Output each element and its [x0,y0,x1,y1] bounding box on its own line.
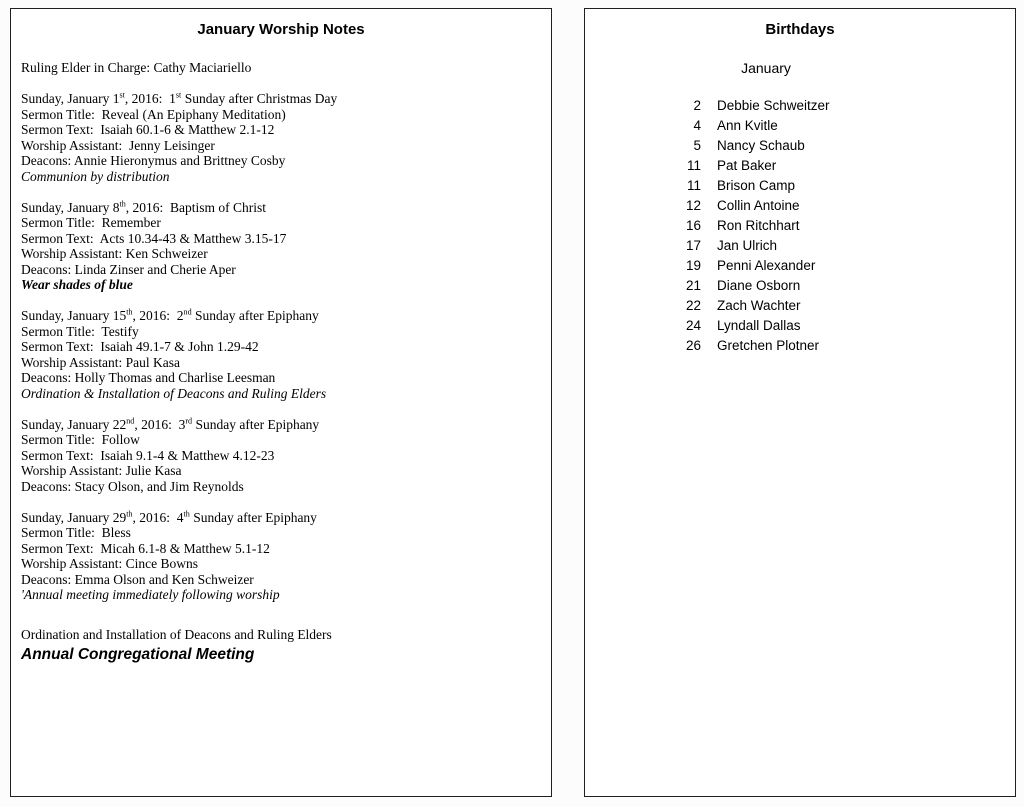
birthday-day: 4 [693,118,701,133]
birthdays-page [584,8,1016,797]
ordinal-suffix: rd [185,416,193,425]
service-detail-line: Sermon Text: Acts 10.34-43 & Matthew 3.15-17 [21,230,287,246]
service-detail-line: Sermon Text: Isaiah 49.1-7 & John 1.29-42 [21,339,259,354]
service-date-line [21,91,541,107]
service-section [21,91,541,184]
date-text: , 2016: 2 [132,308,184,323]
date-text: , 2016: 4 [132,509,184,525]
birthday-name: Penni Alexander [717,258,816,273]
service-date-line [21,510,541,526]
birthday-day: 12 [685,198,701,213]
service-detail-line: Sermon Title: Testify [21,323,139,339]
birthday-row [675,216,1005,236]
birthdays-title: Birthdays [765,21,835,38]
date-text: Sunday after Epiphany [192,416,320,432]
date-text: Sunday after Christmas Day [181,91,338,106]
service-section [21,417,541,495]
service-date-line [21,200,541,216]
birthday-row [675,156,1005,176]
birthday-day: 19 [685,258,701,273]
service-detail-line: Sermon Title: Remember [21,215,161,230]
birthday-name: Ann Kvitle [717,118,778,133]
birthday-name: Debbie Schweitzer [717,98,830,113]
birthday-row [675,116,1005,136]
date-text: , 2016: 1 [124,91,176,106]
birthday-day: 2 [693,98,701,113]
birthday-name: Nancy Schaub [717,138,805,153]
birthday-row [675,256,1005,276]
date-text: Sunday after Epiphany [191,308,319,323]
date-text: Sunday after Epiphany [189,509,317,525]
birthday-day: 21 [685,278,701,293]
service-note-line: Ordination & Installation of Deacons and Ruling Elders [21,385,327,401]
ordinal-suffix: nd [183,307,192,317]
service-detail-line: Deacons: Stacy Olson, and Jim Reynolds [21,478,244,494]
service-detail-line: Sermon Title: Bless [21,525,131,540]
birthday-day: 5 [693,138,701,153]
ordination-footer-line: Ordination and Installation of Deacons and Ruling Elders [21,626,332,642]
service-detail-line: Deacons: Emma Olson and Ken Schweizer [21,571,254,587]
service-detail-line: Deacons: Linda Zinser and Cherie Aper [21,261,236,277]
birthday-row [675,336,1005,356]
service-detail-line: Worship Assistant: Cince Bowns [21,556,199,571]
service-detail-line: Worship Assistant: Paul Kasa [21,354,181,370]
ruling-elder-line: Ruling Elder in Charge: Cathy Maciariello [21,60,252,75]
service-detail-line: Worship Assistant: Ken Schweizer [21,246,208,261]
birthday-row [675,96,1005,116]
worship-notes-title: January Worship Notes [197,21,365,38]
ordinal-suffix: th [126,307,133,317]
service-section [21,308,541,401]
birthday-name: Collin Antoine [717,198,800,213]
birthday-row [675,136,1005,156]
service-detail-line: Deacons: Annie Hieronymus and Brittney Cosby [21,153,286,168]
worship-notes-body [21,60,541,664]
service-detail-line: Worship Assistant: Julie Kasa [21,463,182,478]
service-detail-line: Sermon Title: Follow [21,432,140,447]
date-text: Sunday, January 15 [21,308,127,323]
birthday-name: Zach Wachter [717,298,801,313]
birthday-day: 22 [685,298,701,313]
birthday-list [675,96,1005,356]
birthday-row [675,196,1005,216]
date-text: Sunday, January 1 [21,91,120,106]
ordinal-suffix: st [175,90,182,100]
annual-meeting-line: Annual Congregational Meeting [21,646,255,663]
date-text: , 2016: Baptism of Christ [125,199,267,215]
service-detail-line: Sermon Text: Isaiah 60.1-6 & Matthew 2.1-12 [21,122,275,137]
ordinal-suffix: st [119,90,125,100]
birthday-day: 17 [685,238,701,253]
birthday-name: Brison Camp [717,178,796,193]
service-note-line: Wear shades of blue [21,277,133,292]
service-detail-line: Sermon Title: Reveal (An Epiphany Meditation) [21,106,286,122]
date-text: Sunday, January 8 [21,199,120,215]
service-sections [21,91,541,603]
birthday-name: Gretchen Plotner [717,338,820,353]
ordinal-suffix: th [126,509,133,518]
birthday-day: 16 [685,218,701,233]
birthday-name: Diane Osborn [717,278,801,293]
service-detail-line: Sermon Text: Micah 6.1-8 & Matthew 5.1-12 [21,540,270,556]
ordinal-suffix: th [183,509,190,518]
birthday-row [675,276,1005,296]
birthday-day: 11 [686,178,701,193]
ordinal-suffix: th [119,199,126,208]
birthday-row [675,176,1005,196]
service-detail-line: Sermon Text: Isaiah 9.1-4 & Matthew 4.12-23 [21,447,275,463]
ordinal-suffix: nd [126,416,135,425]
service-note-line: 'Annual meeting immediately following worship [21,587,280,602]
birthday-name: Pat Baker [717,158,777,173]
service-detail-line: Deacons: Holly Thomas and Charlise Leesman [21,370,276,385]
service-section [21,200,541,293]
birthday-row [675,296,1005,316]
service-date-line [21,417,541,433]
birthday-day: 11 [686,158,701,173]
service-note-line: Communion by distribution [21,168,170,184]
service-section [21,510,541,603]
birthday-day: 26 [685,338,701,353]
birthday-name: Lyndall Dallas [717,318,801,333]
birthday-row [675,316,1005,336]
birthday-day: 24 [685,318,701,333]
service-date-line [21,308,541,324]
date-text: Sunday, January 29 [21,509,127,525]
birthdays-month-heading: January [741,60,791,76]
worship-notes-page [10,8,552,797]
birthday-name: Ron Ritchhart [717,218,800,233]
service-detail-line: Worship Assistant: Jenny Leisinger [21,137,215,153]
date-text: , 2016: 3 [134,416,186,432]
date-text: Sunday, January 22 [21,416,127,432]
birthday-name: Jan Ulrich [717,238,778,253]
birthday-row [675,236,1005,256]
